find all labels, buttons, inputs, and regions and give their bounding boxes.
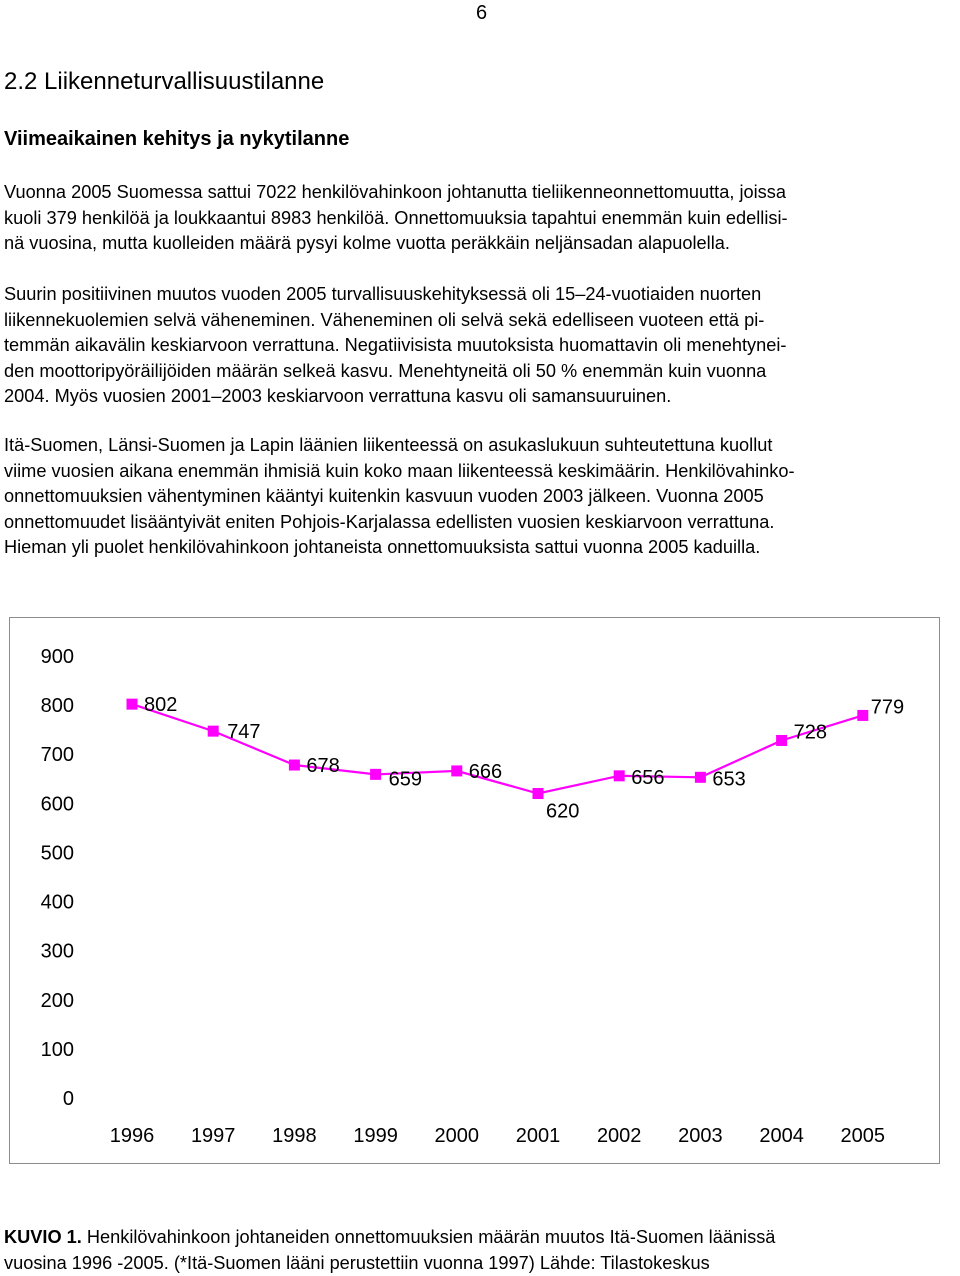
y-tick-label: 300 bbox=[40, 940, 74, 963]
paragraph-2 bbox=[4, 282, 954, 410]
data-label: 678 bbox=[306, 755, 340, 778]
x-tick-label: 1997 bbox=[190, 1125, 236, 1147]
data-label: 728 bbox=[793, 721, 827, 744]
caption-line-2: vuosina 1996 -2005. (*Itä-Suomen lääni perustettiin vuonna 1997) Lähde: Tilastokeskus bbox=[4, 1252, 710, 1273]
caption-line-1 bbox=[4, 1225, 775, 1251]
paragraph-line: liikennekuolemien selvä väheneminen. Väheneminen oli selvä sekä edelliseen vuoteen että pi- bbox=[4, 309, 765, 330]
line-chart bbox=[10, 618, 941, 1165]
y-tick-label: 100 bbox=[40, 1038, 74, 1061]
paragraph-1 bbox=[4, 180, 954, 257]
figure-caption bbox=[4, 1225, 775, 1276]
paragraph-line: viime vuosien aikana enemmän ihmisiä kuin koko maan liikenteessä keskimäärin. Henkilövahinko- bbox=[4, 460, 795, 481]
data-label: 653 bbox=[712, 768, 746, 791]
caption-text: Henkilövahinkoon johtaneiden onnettomuuksien määrän muutos Itä-Suomen läänissä bbox=[81, 1227, 776, 1247]
section-title: 2.2 Liikenneturvallisuustilanne bbox=[4, 68, 325, 95]
data-point bbox=[776, 735, 787, 746]
x-tick-label: 2000 bbox=[434, 1125, 480, 1147]
y-tick-label: 800 bbox=[40, 695, 74, 718]
data-point bbox=[857, 710, 868, 721]
paragraph-line: 2004. Myös vuosien 2001–2003 keskiarvoon verrattuna kasvu oli samansuuruinen. bbox=[4, 386, 672, 407]
paragraph-line: temmän aikavälin keskiarvoon verrattuna. Negatiivisista muutoksista huomattavin oli menehtynei- bbox=[4, 335, 787, 356]
y-tick-label: 500 bbox=[40, 842, 74, 865]
data-point bbox=[208, 726, 219, 737]
y-tick-label: 400 bbox=[40, 891, 74, 914]
data-label: 747 bbox=[227, 721, 261, 744]
data-label: 779 bbox=[870, 696, 905, 719]
paragraph-line: nä vuosina, mutta kuolleiden määrä pysyi kolme vuotta peräkkäin neljänsadan alapuolella. bbox=[4, 233, 730, 254]
data-label: 620 bbox=[546, 800, 580, 823]
x-tick-label: 2004 bbox=[759, 1125, 804, 1147]
paragraph-line: Hieman yli puolet henkilövahinkoon johtaneista onnettomuuksista sattui vuonna 2005 kaduilla. bbox=[4, 537, 761, 558]
paragraph-line: Suurin positiivinen muutos vuoden 2005 turvallisuuskehityksessä oli 15–24-vuotiaiden nuorten bbox=[4, 284, 762, 304]
paragraph-line: kuoli 379 henkilöä ja loukkaantui 8983 henkilöä. Onnettomuuksia tapahtui enemmän kuin edellisi- bbox=[4, 207, 788, 228]
data-label: 802 bbox=[144, 694, 178, 717]
page-number: 6 bbox=[476, 2, 488, 24]
data-point bbox=[370, 769, 381, 780]
y-tick-label: 200 bbox=[40, 989, 74, 1012]
y-tick-label: 700 bbox=[40, 744, 74, 767]
x-tick-label: 2005 bbox=[840, 1125, 886, 1147]
paragraph-line: den moottoripyöräilijöiden määrän selkeä kasvu. Menehtyneitä oli 50 % enemmän kuin vuonna bbox=[4, 360, 767, 381]
paragraph-line: Itä-Suomen, Länsi-Suomen ja Lapin läänien liikenteessä on asukaslukuun suhteutettuna kuollut bbox=[4, 435, 773, 455]
y-tick-label: 600 bbox=[40, 793, 74, 816]
data-point bbox=[127, 699, 138, 710]
x-tick-label: 2002 bbox=[596, 1125, 642, 1147]
x-tick-label: 2001 bbox=[515, 1125, 561, 1147]
data-point bbox=[614, 770, 625, 781]
data-point bbox=[451, 765, 462, 776]
paragraph-line: onnettomuudet lisääntyivät eniten Pohjois-Karjalassa edellisten vuosien keskiarvoon verrattuna. bbox=[4, 511, 775, 532]
x-tick-label: 1996 bbox=[109, 1125, 155, 1147]
data-point bbox=[289, 760, 300, 771]
x-tick-label: 2003 bbox=[678, 1125, 723, 1147]
data-label: 659 bbox=[388, 768, 422, 791]
x-tick-label: 1999 bbox=[353, 1125, 398, 1147]
paragraph-line: Vuonna 2005 Suomessa sattui 7022 henkilövahinkoon johtanutta tieliikenneonnettomuutta, joissa bbox=[4, 182, 786, 202]
y-tick-label: 900 bbox=[40, 646, 74, 668]
x-tick-label: 1998 bbox=[272, 1125, 317, 1147]
paragraph-3 bbox=[4, 433, 954, 561]
data-label: 666 bbox=[468, 760, 503, 783]
y-tick-label: 0 bbox=[62, 1088, 74, 1110]
chart-frame bbox=[9, 617, 940, 1164]
paragraph-line: onnettomuuksien vähentyminen kääntyi kuitenkin kasvuun vuoden 2003 jälkeen. Vuonna 2005 bbox=[4, 486, 764, 507]
subsection-title: Viimeaikainen kehitys ja nykytilanne bbox=[4, 128, 350, 150]
data-point bbox=[533, 788, 544, 799]
data-point bbox=[695, 772, 706, 783]
caption-label: KUVIO 1. bbox=[4, 1227, 82, 1247]
data-label: 656 bbox=[631, 766, 665, 789]
